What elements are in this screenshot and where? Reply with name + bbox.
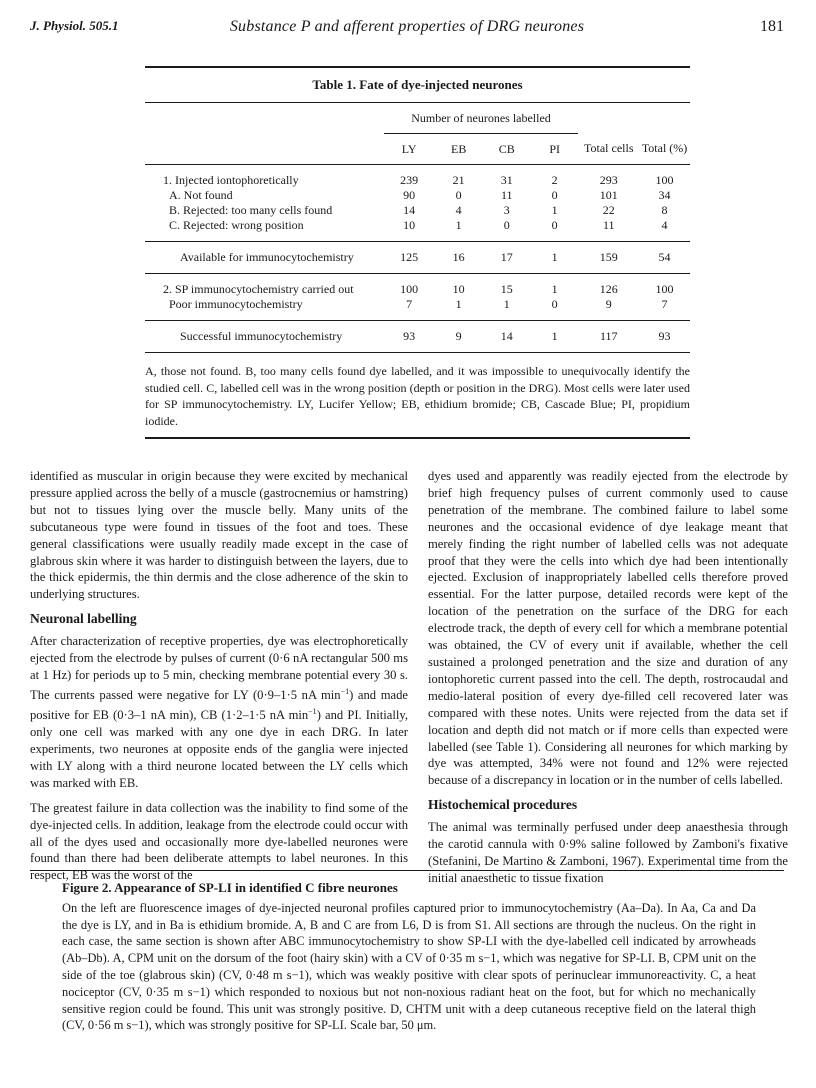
- table-cell: 0: [455, 188, 462, 202]
- column-header: PI: [531, 134, 579, 165]
- table-cell: 0: [503, 218, 510, 232]
- table-cell: 54: [658, 250, 671, 264]
- table-cell: 1: [551, 282, 558, 296]
- table-cell: 0: [551, 297, 558, 311]
- table-cell: 10: [403, 218, 416, 232]
- table-cell: 239: [400, 173, 419, 187]
- group-header: Number of neurones labelled: [411, 110, 551, 125]
- section-heading: Neuronal labelling: [30, 611, 137, 627]
- table-row: [145, 329, 690, 344]
- table-cell: 1: [551, 250, 558, 264]
- table-cell: 14: [500, 329, 513, 343]
- journal-name: J. Physiol. 505.1: [30, 18, 119, 33]
- row-label: A. Not found: [169, 188, 233, 202]
- table-cell: 4: [455, 203, 462, 217]
- table-cell: 126: [599, 282, 618, 296]
- table-cell: 17: [500, 250, 513, 264]
- table-cell: 14: [403, 203, 416, 217]
- running-head: [30, 18, 784, 40]
- right-column: [428, 468, 788, 887]
- figure-caption-block: [62, 880, 756, 1034]
- table-cell: 101: [599, 188, 618, 202]
- table-cell: 90: [403, 188, 416, 202]
- paragraph: identified as muscular in origin because they were excited by mechanical pressure applied across the belly of a muscle (gastrocnemius or hamstring) but not to tissues lying over the muscle belly. Many units of the subcutaneous type were found in tissues of the foot and toes. These general classifications were usually readily made except in the case of glabrous skin where it was harder to distinguish between the layers, due to the thick epidermis, the thin dermis and the close adherence of the skin to underlying structures.: [30, 469, 408, 602]
- table-top-rule: [145, 66, 690, 68]
- column-header-row: [145, 134, 690, 165]
- table-cell: 93: [658, 329, 671, 343]
- table-cell: 117: [599, 329, 618, 343]
- table-cell: 93: [403, 329, 416, 343]
- article-title: Substance P and afferent properties of DRG neurones: [229, 18, 585, 35]
- table-cell: 8: [661, 203, 668, 217]
- table-bottom-rule: [145, 352, 690, 353]
- row-label: 2. SP immunocytochemistry carried out: [163, 282, 354, 296]
- table-cell: 15: [500, 282, 513, 296]
- row-label: C. Rejected: wrong position: [169, 218, 304, 232]
- table-cell: 125: [400, 250, 419, 264]
- table-row: [145, 203, 690, 218]
- table-cell: 11: [501, 188, 513, 202]
- row-label: Poor immunocytochemistry: [169, 297, 303, 311]
- table-cell: 10: [452, 282, 465, 296]
- table-cell: 100: [400, 282, 419, 296]
- paragraph: The animal was terminally perfused under deep anaesthesia through the carotid cannula with 0·9% saline followed by Zamboni's fixative (Stefanini, De Martino & Zamboni, 1967). Experimental time from the initial anaesthetic to tissue fixation: [428, 820, 788, 885]
- table-cell: 22: [602, 203, 615, 217]
- table-row: [145, 297, 690, 312]
- table-cell: 1: [455, 297, 462, 311]
- paragraph: After characterization of receptive properties, dye was electrophoretically ejected from the electrode by pulses of current (0·6 nA rectangular 500 ms at 1 Hz) for periods up to 5 min, checking membrane potential every 30 s. The currents passed were negative for LY (0·9–1·5 nA $\min^{-1}$) and made positive for EB (0·3–1 nA min), CB (1·2–1·5 nA $\min^{-1}$) and PI. Initially, only one cell was marked with any one dye in each DRG. In later experiments, two neurones at opposite ends of the ganglia were injected with LY along with a third neurone located between the LY cells which was marked with EB.: [30, 634, 408, 790]
- table-cell: 159: [599, 250, 618, 264]
- left-column: [30, 468, 408, 884]
- column-header: Total (%): [641, 141, 688, 156]
- table-cell: 16: [452, 250, 465, 264]
- table-end-rule: [145, 437, 690, 439]
- table-cell: 9: [605, 297, 612, 311]
- table-cell: 1: [455, 218, 462, 232]
- column-header: LY: [384, 134, 435, 165]
- figure-title: Figure 2. Appearance of SP-LI in identified C fibre neurones: [62, 880, 398, 895]
- table-cell: 1: [551, 203, 558, 217]
- figure-caption: On the left are fluorescence images of dye-injected neuronal profiles captured prior to immunocytochemistry (Aa–Da). In Aa, Ca and Da the dye is LY, and in Ba is ethidium bromide. A, B and C are from L6, D is from S1. All sections are through the nucleus. On the right in each case, the same section is shown after ABC immunocytochemistry to show SP-LI with the dye-labelled cell indicated by arrowheads (Ab–Db). A, CPM unit on the dorsum of the foot (hairy skin) with a CV of 0·35 m s−1, which was negative for SP-LI. B, CPM unit on the side of the toe (glabrous skin) (CV, 0·48 m s−1), which was weakly positive with clear spots of perinuclear immunoreactivity. C, a heat nociceptor (CV, 0·35 m s−1) which responded to noxious but not non-noxious radiant heat on the foot, but for which no mechanically sensitive region could be found. This unit was strongly positive. D, CHTM unit with a deep cutaneous receptive field on the lateral thigh (CV, 0·56 m s−1), which was strongly positive for SP-LI. Scale bar, 50 μm.: [62, 900, 756, 1033]
- table-1: [145, 66, 690, 439]
- table-cell: 100: [655, 173, 674, 187]
- paragraph: dyes used and apparently was readily ejected from the electrode by brief high frequency pulses of current commonly used to cause penetration of the membrane. The combined failure to label some neurones and the occasional evidence of dye leakage meant that merely finding the right number of labelled cells was not adequate proof that they were the cells into which dye had been intentionally ejected. Exclusion of inappropriately labelled cells therefore proved essential. For the latter purpose, detailed records were kept of the location of the penetration on the surface of the DRG for each electrode track, the depth of every cell for which a membrane potential was obtained, the CV of every unit if available, whether the cell sustained a prolonged penetration and the size and duration of any iontophoretic current passed into the cell. The depth, rostrocaudal and medio-lateral position of every dye-filled cell recovered later was compared with these notes. Units were rejected from the data set if location and depth did not match or if more cells than expected were labelled (see Table 1). Considering all neurones for which marking by dye was attempted, 34% were not found and 12% were rejected because of a discrepancy in location or in the number of cells labelled.: [428, 469, 788, 788]
- column-header: CB: [483, 134, 531, 165]
- table-row: [145, 250, 690, 265]
- row-label: Available for immunocytochemistry: [180, 250, 354, 264]
- table-footnote: A, those not found. B, too many cells found dye labelled, and it was impossible to unequivocally identify the studied cell. C, labelled cell was in the wrong position (depth or position in the DRG). Most cells were later used for SP immunocytochemistry. LY, Lucifer Yellow; EB, ethidium bromide; CB, Cascade Blue; PI, propidium iodide.: [145, 364, 690, 428]
- column-header: EB: [435, 134, 483, 165]
- table-row: [145, 188, 690, 203]
- table-cell: 1: [551, 329, 558, 343]
- table-row: [145, 282, 690, 297]
- table-cell: 4: [661, 218, 668, 232]
- table-cell: 3: [503, 203, 510, 217]
- table-cell: 34: [658, 188, 671, 202]
- fate-table: [145, 103, 690, 352]
- table-cell: 293: [599, 173, 618, 187]
- table-cell: 0: [551, 188, 558, 202]
- table-cell: 7: [406, 297, 413, 311]
- figure-divider: [30, 870, 784, 871]
- table-cell: 11: [602, 218, 615, 232]
- row-label: Successful immunocytochemistry: [180, 329, 343, 343]
- column-header: Total cells: [584, 141, 634, 156]
- row-label: B. Rejected: too many cells found: [169, 203, 333, 217]
- table-cell: 7: [661, 297, 668, 311]
- row-label: 1. Injected iontophoretically: [163, 173, 299, 187]
- table-cell: 100: [655, 282, 674, 296]
- table-cell: 0: [551, 218, 558, 232]
- table-cell: 2: [551, 173, 558, 187]
- paragraph: The greatest failure in data collection was the inability to find some of the dye-injected cells. In addition, leakage from the electrode could occur with all of the dyes used and occasionally more dye-labelled neurones were found than there had been deliberate attempts to label neurones. In this respect, EB was the worst of the: [30, 800, 408, 883]
- table-cell: 21: [452, 173, 465, 187]
- table-row: [145, 218, 690, 233]
- table-cell: 1: [503, 297, 510, 311]
- table-row: [145, 173, 690, 188]
- page-number: 181: [760, 18, 784, 35]
- table-cell: 9: [455, 329, 462, 343]
- table-title: Table 1. Fate of dye-injected neurones: [312, 77, 523, 92]
- table-cell: 31: [500, 173, 513, 187]
- section-heading: Histochemical procedures: [428, 797, 578, 813]
